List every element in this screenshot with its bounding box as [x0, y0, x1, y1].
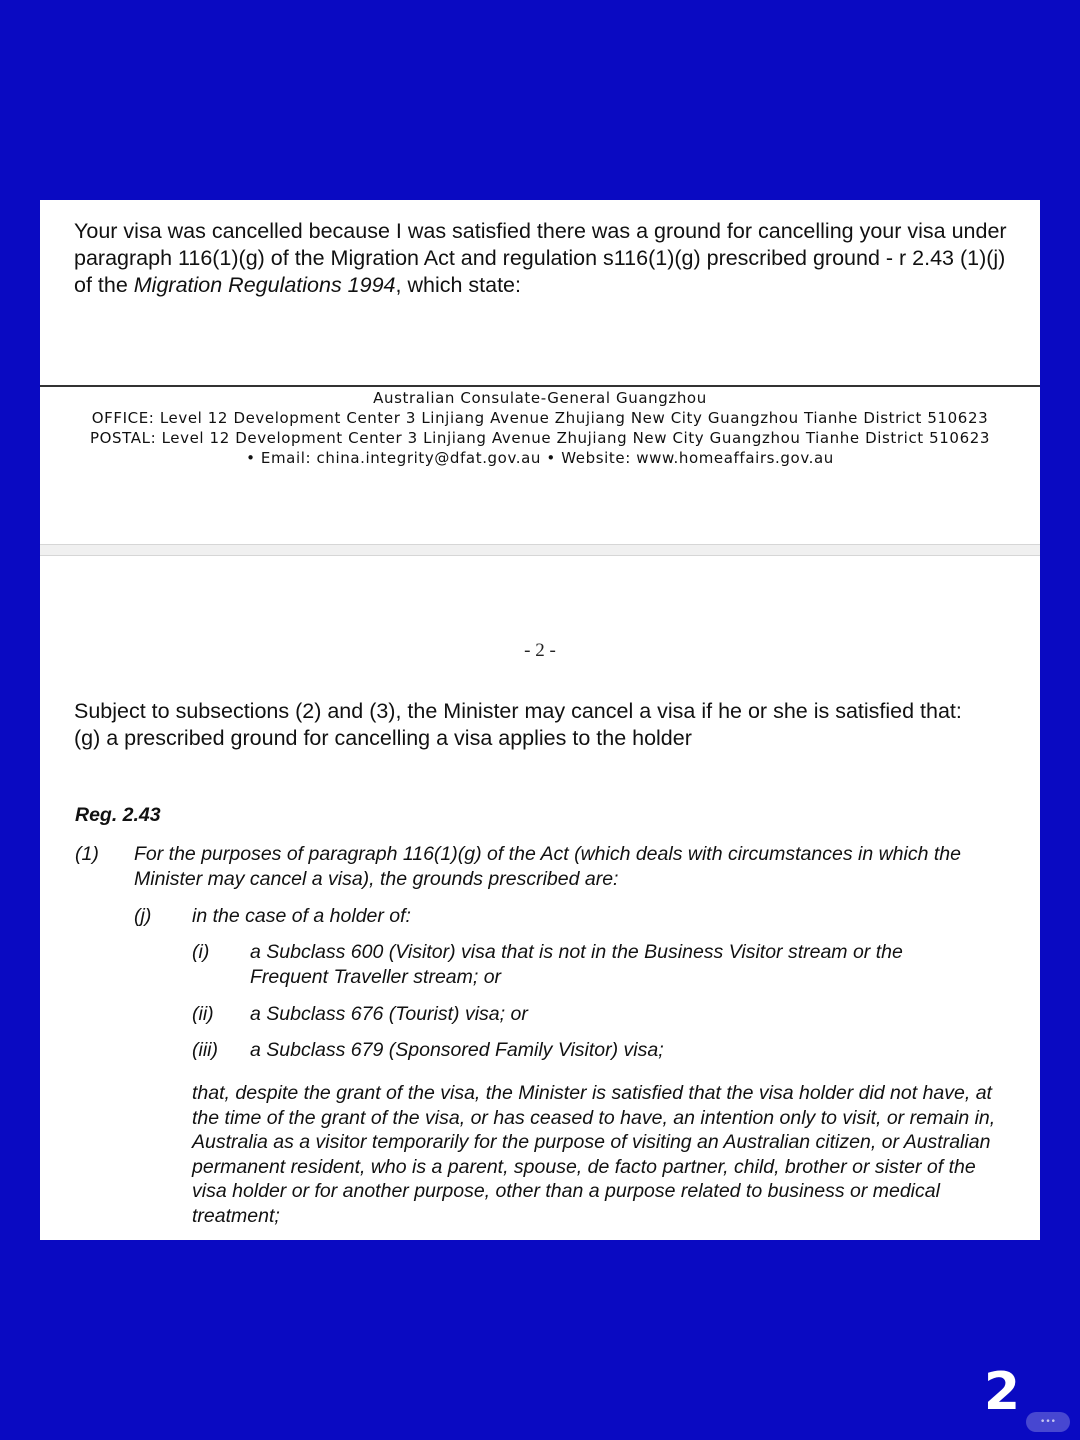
- reg-item-i-label: (i): [192, 941, 210, 963]
- act-line-1: Subject to subsections (2) and (3), the Minister may cancel a visa if he or she is satisfied that:: [74, 699, 962, 723]
- page-number: - 2 -: [524, 640, 556, 661]
- page-separator: [40, 544, 1040, 556]
- cancellation-text: Your visa was cancelled because I was satisfied there was a ground for cancelling your visa under paragraph 116(1)(g) of the Migration Act and regulation s116(1)(g) prescribed ground - r 2.43 (1)(j) of the: [74, 219, 1007, 297]
- reg-item-1: [75, 842, 1010, 891]
- letter-footer: [40, 388, 1040, 468]
- reg-item-j-text: in the case of a holder of:: [192, 905, 411, 927]
- reg-item-ii-text: a Subclass 676 (Tourist) visa; or: [250, 1003, 528, 1025]
- reg-item-iii-label: (iii): [192, 1039, 218, 1061]
- reg-item-1-text: For the purposes of paragraph 116(1)(g) of the Act (which deals with circumstances in which the Minister may cancel a visa), the grounds prescribed are:: [134, 843, 961, 890]
- reg-item-i-text: a Subclass 600 (Visitor) visa that is not in the Business Visitor stream or the Frequent Traveller stream; or: [250, 941, 903, 988]
- regulations-title: Migration Regulations 1994: [133, 273, 396, 297]
- act-line-2: (g) a prescribed ground for cancelling a visa applies to the holder: [74, 726, 692, 750]
- cancellation-paragraph: [74, 218, 1019, 299]
- footer-contact: • Email: china.integrity@dfat.gov.au • Website: www.homeaffairs.gov.au: [246, 449, 834, 467]
- footer-org: Australian Consulate-General Guangzhou: [373, 389, 707, 407]
- footer-postal: POSTAL: Level 12 Development Center 3 Linjiang Avenue Zhujiang New City Guangzhou Tianhe District 510623: [89, 429, 991, 447]
- cancellation-text-end: , which state:: [395, 273, 521, 297]
- footer-office: OFFICE: Level 12 Development Center 3 Linjiang Avenue Zhujiang New City Guangzhou Tianhe District 510623: [91, 409, 989, 427]
- reg-heading: Reg. 2.43: [75, 804, 161, 826]
- act-section: [74, 698, 1019, 752]
- reg-item-j-label: (j): [134, 905, 152, 927]
- reg-item-1-label: (1): [75, 843, 99, 865]
- watermark-badge: •••: [1026, 1412, 1070, 1432]
- slide-number: 2: [983, 1362, 1020, 1422]
- reg-item-ii: [192, 1002, 952, 1027]
- reg-item-iii: [192, 1038, 952, 1063]
- reg-item-iii-text: a Subclass 679 (Sponsored Family Visitor) visa;: [250, 1039, 664, 1061]
- document-sheet: [40, 200, 1040, 1240]
- reg-item-j: [134, 904, 1010, 929]
- reg-closing-clause: that, despite the grant of the visa, the Minister is satisfied that the visa holder did not have, at the time of the grant of the visa, or has ceased to have, an intention only to visit, or remain in, Australia as a visitor temporarily for the purpose of visiting an Australian citizen, or Australian permanent resident, who is a parent, spouse, de facto partner, child, brother or sister of the visa holder or for another purpose, other than a purpose related to business or medical treatment;: [192, 1082, 996, 1227]
- reg-item-ii-label: (ii): [192, 1003, 214, 1025]
- footer-divider: [40, 385, 1040, 387]
- reg-item-i: [192, 940, 952, 989]
